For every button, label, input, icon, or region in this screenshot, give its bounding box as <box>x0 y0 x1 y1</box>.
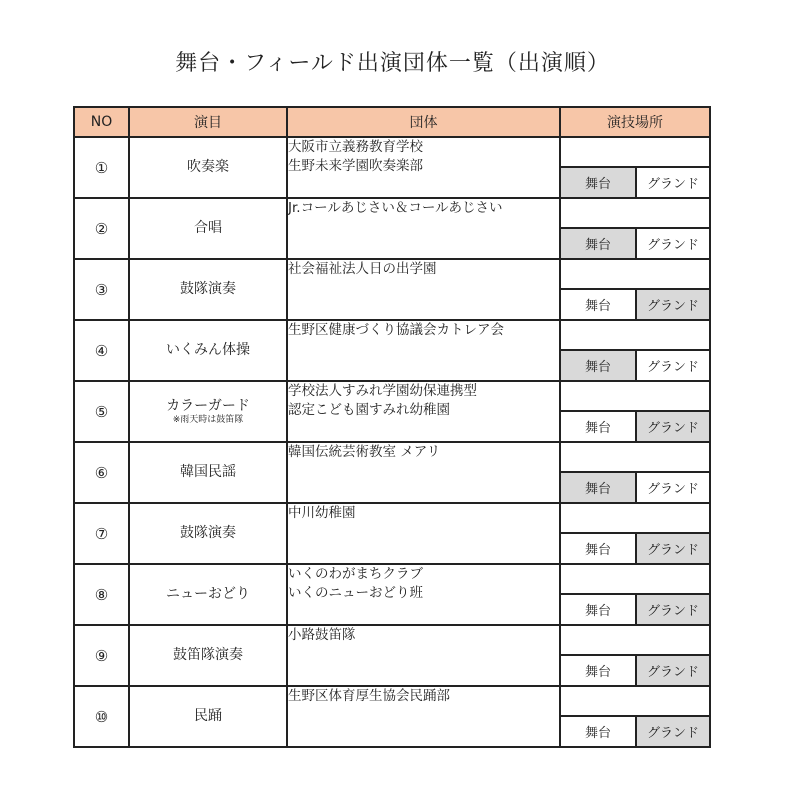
table-row <box>74 625 710 686</box>
venue-stage: 舞台 <box>561 656 637 685</box>
venue-blank <box>561 199 709 229</box>
venue-options <box>561 717 709 746</box>
header-row <box>74 107 710 137</box>
row-number: ⑨ <box>74 625 129 686</box>
venue-field: グランド <box>637 656 709 685</box>
program-name: 合唱 <box>194 220 222 236</box>
program-name: 鼓隊演奏 <box>180 525 236 541</box>
table-row <box>74 564 710 625</box>
venue-stage: 舞台 <box>561 229 637 258</box>
header-venue: 演技場所 <box>560 107 710 137</box>
table-row <box>74 320 710 381</box>
program-name: 民踊 <box>194 708 222 724</box>
table-row <box>74 381 710 442</box>
venue-options <box>561 412 709 441</box>
venue-cell <box>560 320 710 381</box>
venue-stage: 舞台 <box>561 412 637 441</box>
venue-field: グランド <box>637 534 709 563</box>
group-line: いくのニューおどり班 <box>288 585 423 601</box>
venue-cell <box>560 137 710 198</box>
page-title: 舞台・フィールド出演団体一覧（出演順） <box>175 51 610 76</box>
venue-field: グランド <box>646 177 699 192</box>
venue-cell <box>560 381 710 442</box>
row-number: ⑤ <box>74 381 129 442</box>
group-line: 小路鼓笛隊 <box>288 627 356 643</box>
venue-stage: 舞台 <box>561 595 637 624</box>
venue-stage: 舞台 <box>561 351 637 380</box>
row-number: ② <box>74 198 129 259</box>
venue-field: グランド <box>637 412 709 441</box>
program-cell <box>129 137 287 198</box>
venue-options <box>561 656 709 685</box>
program-cell <box>129 686 287 747</box>
venue-stage: 舞台 <box>561 290 637 319</box>
table-row <box>74 137 710 198</box>
row-number: ① <box>74 137 129 198</box>
program-name: ニューおどり <box>166 586 250 602</box>
venue-stage: 舞台 <box>561 717 637 746</box>
program-cell <box>129 259 287 320</box>
table-row <box>74 259 710 320</box>
header-no: NO <box>74 107 129 137</box>
program-cell <box>129 564 287 625</box>
group-line: 社会福祉法人日の出学園 <box>288 261 437 277</box>
venue-options <box>561 229 709 258</box>
venue-stage: 舞台 <box>561 534 637 563</box>
venue-options <box>561 168 709 197</box>
header-program: 演目 <box>129 107 287 137</box>
group-line: 大阪市立義務教育学校 <box>288 139 423 155</box>
group-line: 認定こども園すみれ幼稚園 <box>288 402 450 418</box>
venue-stage: 舞台 <box>561 473 637 502</box>
group-cell <box>287 137 560 198</box>
venue-cell <box>560 686 710 747</box>
group-cell <box>287 686 560 747</box>
program-cell <box>129 442 287 503</box>
table-row <box>74 503 710 564</box>
group-line: 生野区健康づくり協議会カトレア会 <box>288 322 504 338</box>
group-line: いくのわがまちクラブ <box>288 566 423 582</box>
group-cell <box>287 503 560 564</box>
venue-field: グランド <box>646 482 699 497</box>
venue-blank <box>561 382 709 412</box>
program-cell <box>129 320 287 381</box>
venue-blank <box>561 687 709 717</box>
group-cell <box>287 381 560 442</box>
venue-options <box>561 534 709 563</box>
program-name: 吹奏楽 <box>187 159 229 175</box>
venue-field: グランド <box>637 595 709 624</box>
group-cell <box>287 320 560 381</box>
venue-blank <box>561 260 709 290</box>
group-line: 生野未来学園吹奏楽部 <box>288 158 423 174</box>
table-row <box>74 198 710 259</box>
program-cell <box>129 198 287 259</box>
row-number: ⑧ <box>74 564 129 625</box>
group-cell <box>287 564 560 625</box>
venue-field: グランド <box>637 717 709 746</box>
program-cell <box>129 381 287 442</box>
program-name: カラーガード <box>166 397 250 414</box>
venue-field: グランド <box>637 290 709 319</box>
group-cell <box>287 198 560 259</box>
venue-options <box>561 595 709 624</box>
venue-cell <box>560 198 710 259</box>
program-name: いくみん体操 <box>166 342 250 358</box>
program-cell <box>129 625 287 686</box>
venue-field: グランド <box>646 238 699 253</box>
venue-cell <box>560 442 710 503</box>
table-row <box>74 686 710 747</box>
venue-blank <box>561 626 709 656</box>
venue-blank <box>561 138 709 168</box>
group-cell <box>287 625 560 686</box>
venue-blank <box>561 504 709 534</box>
program-cell <box>129 503 287 564</box>
venue-cell <box>560 259 710 320</box>
venue-cell <box>560 564 710 625</box>
program-name: 鼓笛隊演奏 <box>173 647 243 663</box>
group-cell <box>287 259 560 320</box>
program-note: ※雨天時は鼓笛隊 <box>172 414 244 425</box>
venue-options <box>561 351 709 380</box>
header-group: 団体 <box>287 107 560 137</box>
program-name: 鼓隊演奏 <box>180 281 236 297</box>
group-cell <box>287 442 560 503</box>
group-line: 学校法人すみれ学園幼保連携型 <box>288 383 477 399</box>
row-number: ③ <box>74 259 129 320</box>
venue-options <box>561 473 709 502</box>
venue-options <box>561 290 709 319</box>
row-number: ⑩ <box>74 686 129 747</box>
program-name: 韓国民謡 <box>180 464 236 480</box>
venue-blank <box>561 443 709 473</box>
venue-blank <box>561 565 709 595</box>
venue-stage: 舞台 <box>561 168 637 197</box>
venue-field: グランド <box>646 360 699 375</box>
venue-cell <box>560 625 710 686</box>
row-number: ⑦ <box>74 503 129 564</box>
group-line: Jr.コールあじさい＆コールあじさい <box>288 200 503 216</box>
row-number: ④ <box>74 320 129 381</box>
table-row <box>74 442 710 503</box>
performers-table <box>73 106 711 748</box>
venue-blank <box>561 321 709 351</box>
group-line: 生野区体育厚生協会民踊部 <box>288 688 450 704</box>
row-number: ⑥ <box>74 442 129 503</box>
venue-cell <box>560 503 710 564</box>
group-line: 韓国伝統芸術教室 メアリ <box>288 444 441 460</box>
group-line: 中川幼稚園 <box>288 505 356 521</box>
